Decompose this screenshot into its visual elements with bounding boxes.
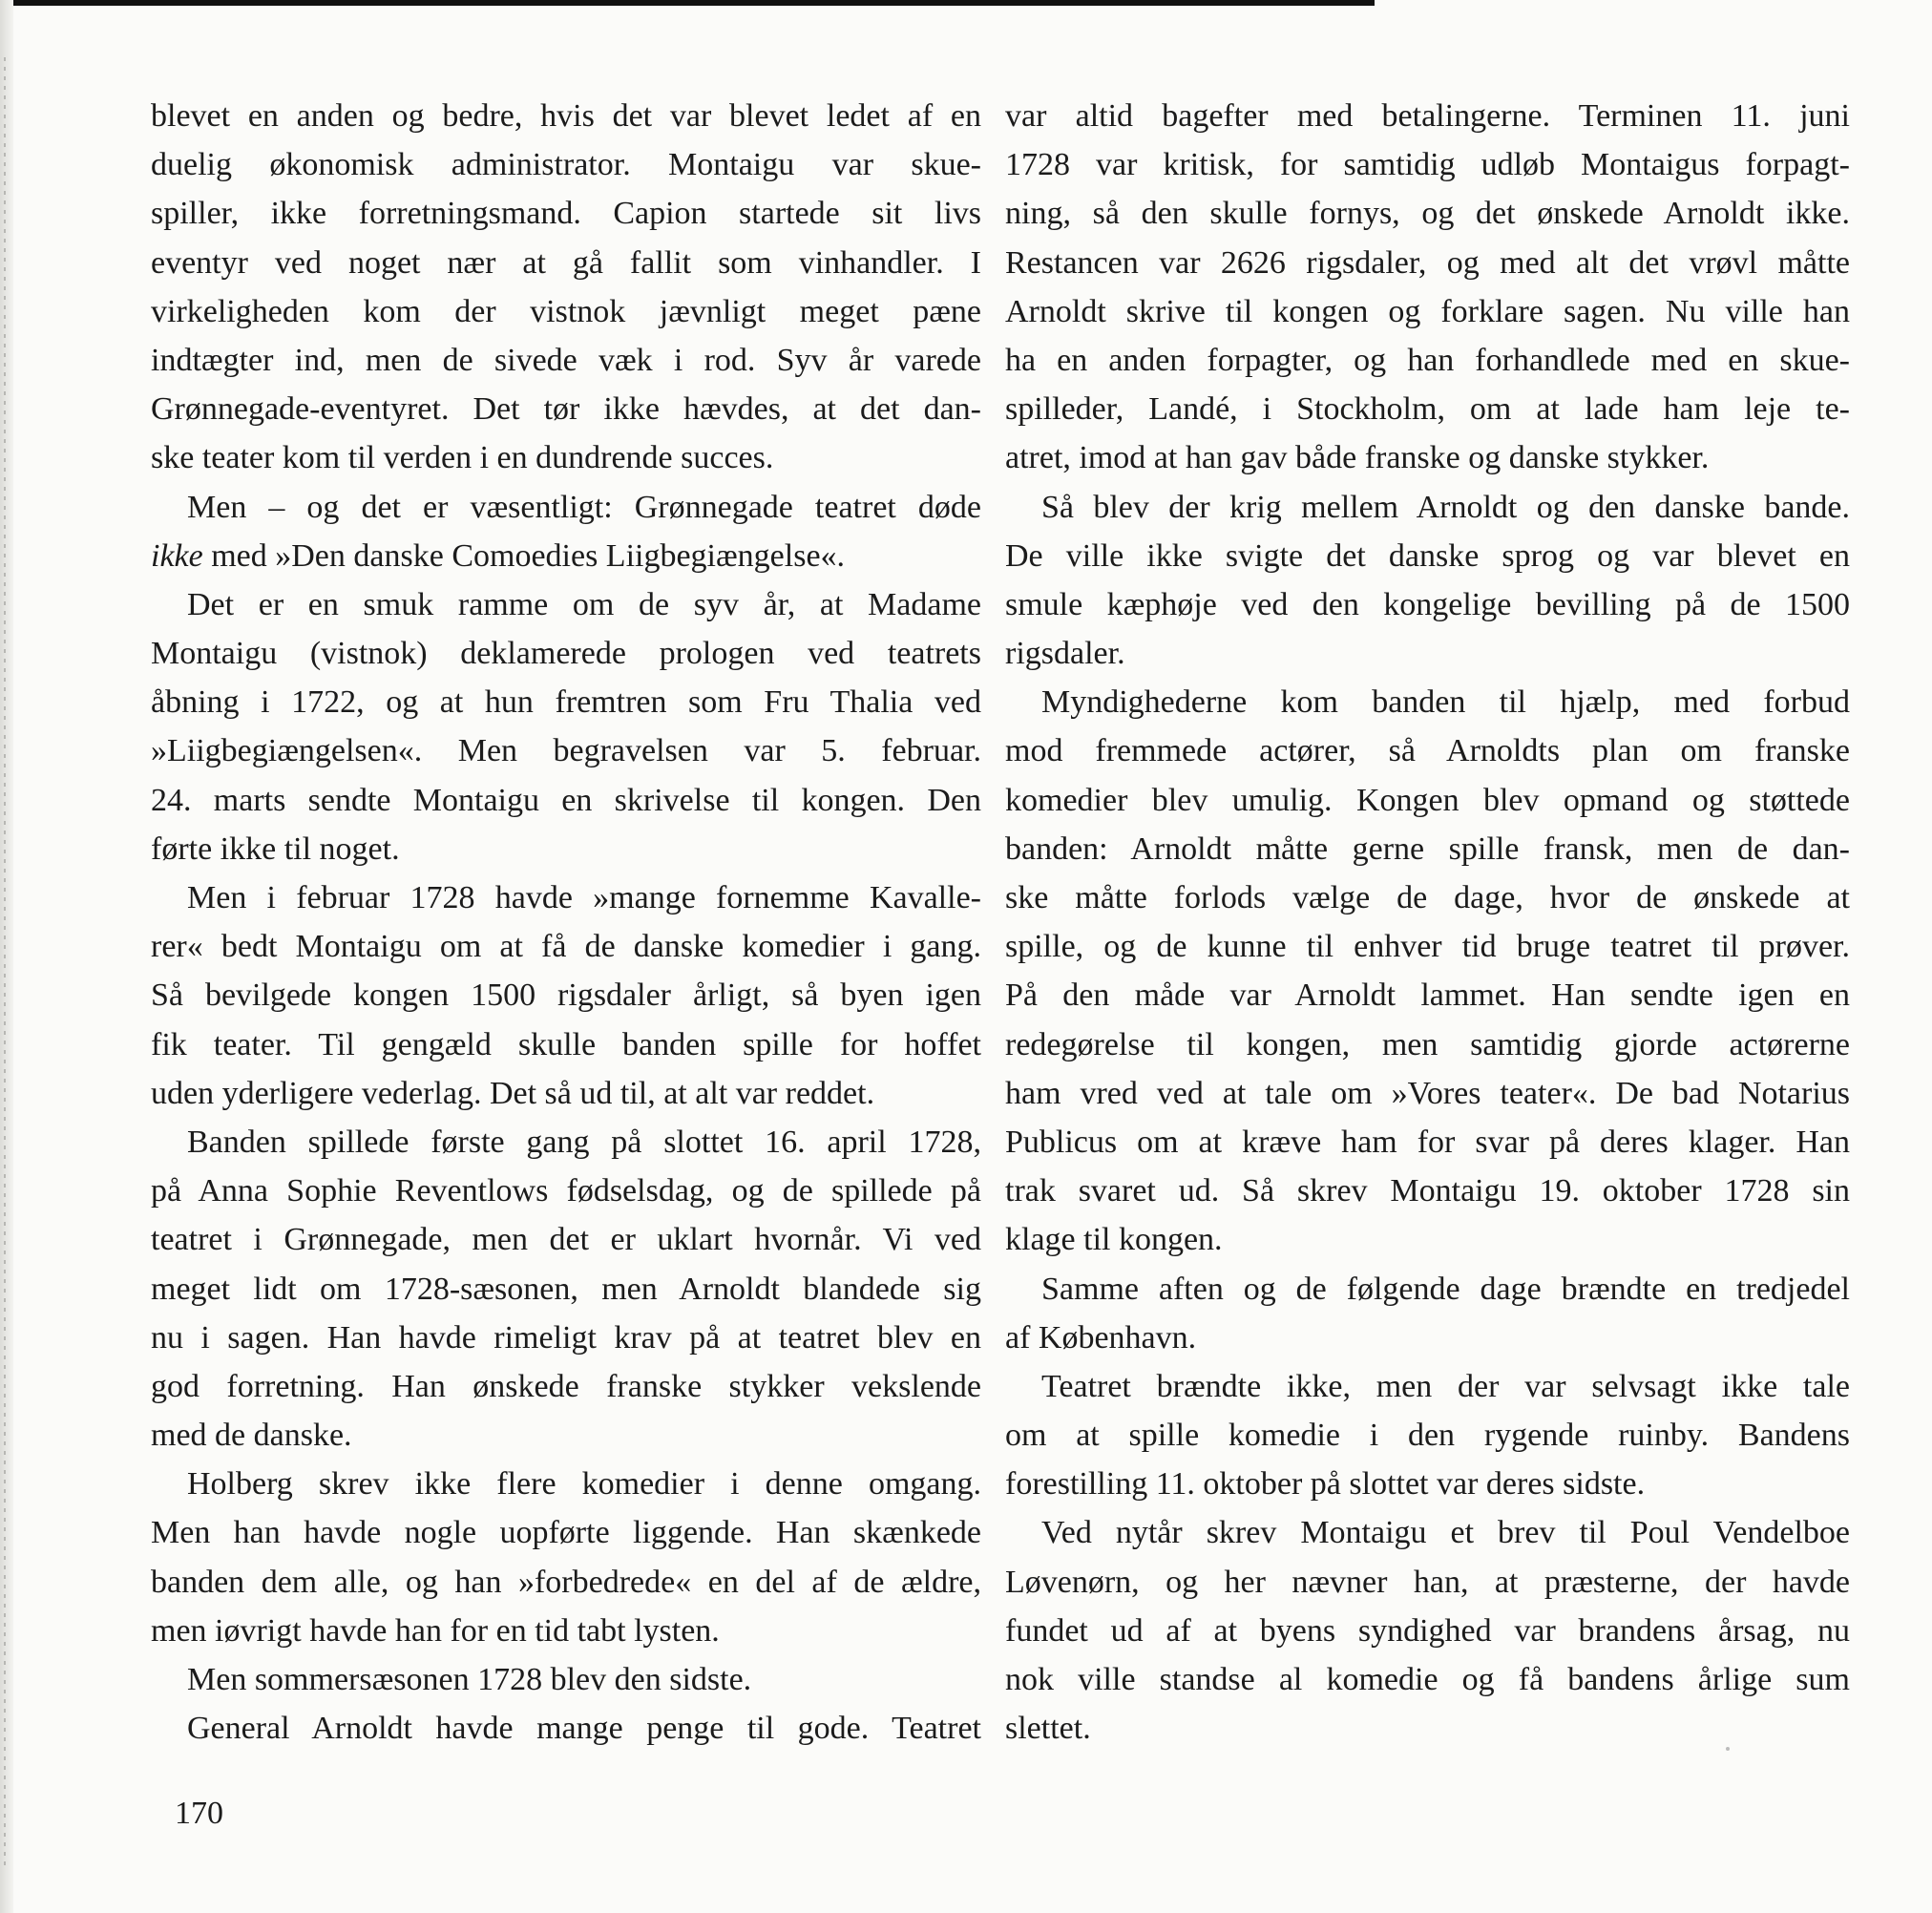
text-line: atret, imod at han gav både franske og danske stykker.	[1005, 440, 1710, 476]
text-line: De ville ikke svigte det danske sprog og var blevet en	[1005, 537, 1850, 574]
text-line: 1728 var kritisk, for samtidig udløb Montaigus forpagt-	[1005, 147, 1850, 183]
text-line: Myndighederne kom banden til hjælp, med forbud	[1041, 684, 1850, 721]
text-line: ske måtte forlods vælge de dage, hvor de ønskede at	[1005, 880, 1850, 915]
text-line: nok ville standse al komedie og få bandens årlige sum	[1005, 1662, 1850, 1697]
text-line: banden dem alle, og han »forbedrede« en del af de ældre,	[151, 1564, 981, 1600]
left-text-column	[151, 92, 981, 1753]
text-line: var altid bagefter med betalingerne. Terminen 11. juni	[1005, 98, 1850, 134]
text-line: På den måde var Arnoldt lammet. Han sendte igen en	[1005, 978, 1850, 1014]
text-line: Så blev der krig mellem Arnoldt og den danske bande.	[1041, 489, 1850, 525]
text-line: »Liigbegiængelsen«. Men begravelsen var 5. februar.	[151, 733, 981, 769]
text-line: nu i sagen. Han havde rimeligt krav på at teatret blev en	[151, 1319, 981, 1356]
text-line: Ved nytår skrev Montaigu et brev til Poul Vendelboe	[1041, 1515, 1850, 1551]
text-line: 24. marts sendte Montaigu en skrivelse til kongen. Den	[151, 782, 981, 818]
text-line: Montaigu (vistnok) deklamerede prologen ved teatrets	[151, 636, 981, 672]
top-edge-rule	[0, 0, 1375, 6]
binding-shadow	[4, 57, 6, 1871]
text-line: ske teater kom til verden i en dundrende succes.	[151, 440, 774, 476]
text-line: Det er en smuk ramme om de syv år, at Madame	[187, 586, 981, 622]
text-line: Restancen var 2626 rigsdaler, og med alt det vrøvl måtte	[1005, 244, 1850, 281]
text-line: slettet.	[1005, 1711, 1091, 1747]
text-line: ham vred ved at tale om »Vores teater«. De bad Notarius	[1005, 1075, 1850, 1111]
text-line: Men sommersæsonen 1728 blev den sidste.	[187, 1662, 752, 1697]
text-line: teatret i Grønnegade, men det er uklart hvornår. Vi ved	[151, 1222, 981, 1258]
text-line: klage til kongen.	[1005, 1222, 1223, 1258]
text-line: Men han havde nogle uopførte liggende. Han skænkede	[151, 1515, 981, 1551]
text-line: god forretning. Han ønskede franske stykker vekslende	[151, 1368, 981, 1404]
text-line: åbning i 1722, og at hun fremtren som Fru Thalia ved	[151, 684, 981, 721]
text-line: ning, så den skulle fornys, og det ønskede Arnoldt ikke.	[1005, 196, 1850, 232]
text-line: rer« bedt Montaigu om at få de danske komedier i gang.	[151, 929, 981, 965]
text-line: forestilling 11. oktober på slottet var deres sidste.	[1005, 1466, 1646, 1503]
text-line: eventyr ved noget nær at gå fallit som vinhandler. I	[151, 244, 981, 281]
text-line: indtægter ind, men de sivede væk i rod. Syv år varede	[151, 342, 981, 378]
text-line: med de danske.	[151, 1418, 352, 1454]
text-line: af København.	[1005, 1319, 1197, 1356]
page-number: 170	[175, 1796, 223, 1831]
text-line: men iøvrigt havde han for en tid tabt lysten.	[151, 1612, 720, 1649]
text-line: Løvenørn, og her nævner han, at præsterne, der havde	[1005, 1564, 1850, 1600]
text-line: førte ikke til noget.	[151, 830, 400, 867]
text-line: rigsdaler.	[1005, 636, 1125, 672]
text-line: Arnoldt skrive til kongen og forklare sagen. Nu ville han	[1005, 293, 1850, 329]
text-line: Teatret brændte ikke, men der var selvsagt ikke tale	[1041, 1368, 1850, 1404]
text-line: om at spille komedie i den rygende ruinby. Bandens	[1005, 1418, 1850, 1454]
text-line: General Arnoldt havde mange penge til gode. Teatret	[187, 1711, 981, 1747]
text-line: banden: Arnoldt måtte gerne spille fransk, men de dan-	[1005, 830, 1850, 867]
text-line: spiller, ikke forretningsmand. Capion startede sit livs	[151, 196, 981, 232]
text-line: blevet en anden og bedre, hvis det var blevet ledet af en	[151, 98, 981, 134]
text-line: uden yderligere vederlag. Det så ud til, at alt var reddet.	[151, 1075, 875, 1111]
text-line: mod fremmede actører, så Arnoldts plan om franske	[1005, 733, 1850, 769]
text-line: Grønnegade-eventyret. Det tør ikke hævdes, at det dan-	[151, 391, 981, 428]
binding-gutter	[0, 0, 13, 1913]
text-line: Samme aften og de følgende dage brændte en tredjedel	[1041, 1271, 1850, 1307]
text-line: ikke med »Den danske Comoedies Liigbegiængelse«.	[151, 537, 846, 574]
text-line: Så bevilgede kongen 1500 rigsdaler årligt, så byen igen	[151, 978, 981, 1014]
text-line: Publicus om at kræve ham for svar på deres klager. Han	[1005, 1124, 1850, 1160]
text-line: Men – og det er væsentligt: Grønnegade teatret døde	[187, 489, 981, 525]
text-line: ha en anden forpagter, og han forhandlede med en skue-	[1005, 342, 1850, 378]
text-line: komedier blev umulig. Kongen blev opmand og støttede	[1005, 782, 1850, 818]
text-line: Holberg skrev ikke flere komedier i denne omgang.	[187, 1466, 981, 1503]
text-line: meget lidt om 1728-sæsonen, men Arnoldt blandede sig	[151, 1271, 981, 1307]
text-line: fik teater. Til gengæld skulle banden spille for hoffet	[151, 1026, 981, 1062]
text-line: duelig økonomisk administrator. Montaigu var skue-	[151, 147, 981, 183]
text-line: trak svaret ud. Så skrev Montaigu 19. oktober 1728 sin	[1005, 1173, 1850, 1209]
text-line: smule kæphøje ved den kongelige bevilling på de 1500	[1005, 586, 1850, 622]
text-line: på Anna Sophie Reventlows fødselsdag, og de spillede på	[151, 1173, 981, 1209]
text-line: fundet ud af at byens syndighed var brandens årsag, nu	[1005, 1612, 1850, 1649]
text-line: virkeligheden kom der vistnok jævnligt meget pæne	[151, 293, 981, 329]
text-line: spilleder, Landé, i Stockholm, om at lade ham leje te-	[1005, 391, 1850, 428]
text-line: redegørelse til kongen, men samtidig gjorde actørerne	[1005, 1026, 1850, 1062]
text-line: Banden spillede første gang på slottet 16. april 1728,	[187, 1124, 981, 1160]
paper-speck	[1726, 1747, 1730, 1751]
text-line: Men i februar 1728 havde »mange fornemme Kavalle-	[187, 880, 981, 915]
text-line: spille, og de kunne til enhver tid bruge teatret til prøver.	[1005, 929, 1850, 965]
right-text-column	[1005, 92, 1850, 1753]
